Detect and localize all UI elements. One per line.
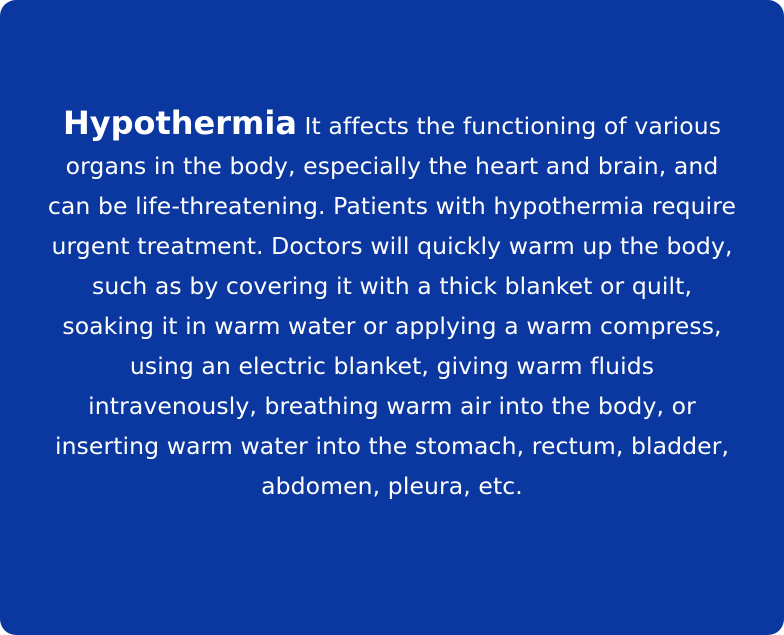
definition-body: It affects the functioning of various organs in the body, especially the heart and brain, and can be life-threatening. Patients with hypothermia require urgent treatment. Doctors will quickly warm up the body, such as by covering it with a thick blanket or quilt, soaking it in warm water or applying a warm compress, using an electric blanket, giving warm fluids intravenously, breathing warm air into the body, or inserting warm water into the stomach, rectum, bladder, abdomen, pleura, etc. (47, 112, 737, 501)
definition-paragraph (47, 103, 737, 506)
term-heading: Hypothermia (62, 104, 297, 143)
